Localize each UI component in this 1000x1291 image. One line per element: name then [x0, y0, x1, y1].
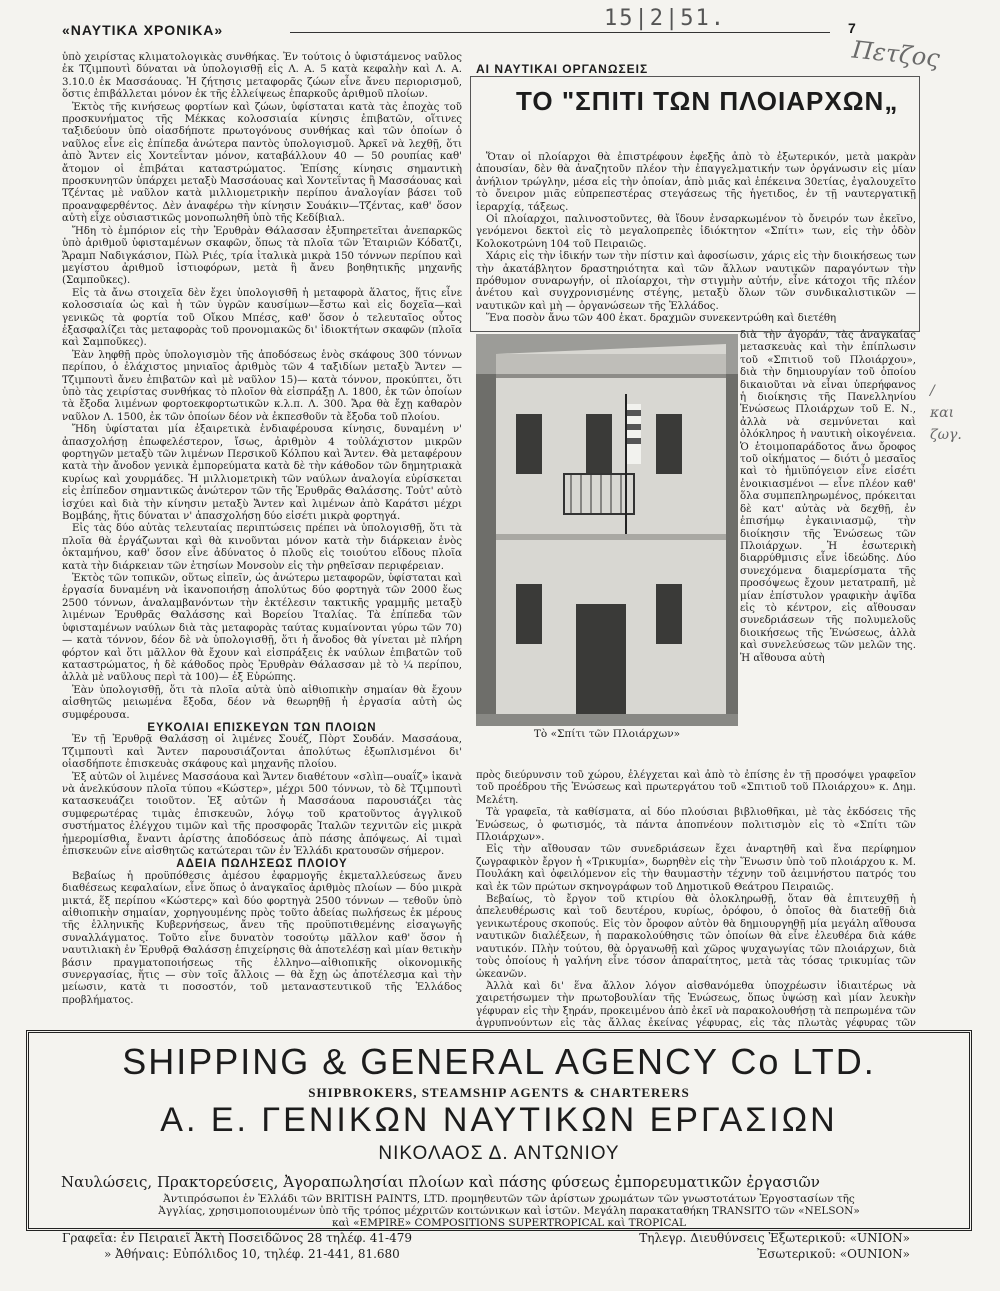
office-athens: » Ἀθήναις: Εὐπόλιδος 10, τηλέφ. 21-441, 81.680 [104, 1247, 400, 1261]
paragraph: Οἱ πλοίαρχοι, παλινοστοῦντες, θὰ ἴδουν ἐνσαρκωμένον τὸ ὄνειρόν των ἐκεῖνο, γενόμενοι δεκτοὶ εἰς τὸ μεγαλοπρεπὲς ἰδιόκτητον «Σπίτι» των, εἰς τὴν ὁδὸν Κολοκοτρώνη 104 τοῦ Πειραιῶς. [476, 214, 916, 250]
paragraph: Ὅταν οἱ πλοίαρχοι θὰ ἐπιστρέφουν ἐφεξῆς ἀπὸ τὸ ἐξωτερικόν, μετὰ μακρὰν ἀπουσίαν, δὲν θὰ ἀναζητοῦν πλέον τὴν ἐπαγγελματικήν των ὀργάνωσιν εἰς μίαν ἀνήλιον τρώγλην, μέσα εἰς τὴν ὁποίαν, ἀπὸ μιᾶς καὶ ἐπέκεινα 30ετίας, ἐγαλουχεῖτο τὸ ὄνειρον μιᾶς εὐπρεπεστέρας στεγάσεως τῆς ἡγετιδος, ἐν τῇ ναυτεργατικῇ ἱεραρχίᾳ, τάξεως. [476, 152, 916, 213]
publication-title: «ΝΑΥΤΙΚΑ ΧΡΟΝΙΚΑ» [62, 22, 224, 38]
margin-slash: / [930, 383, 935, 399]
office-piraeus: Γραφεῖα: ἐν Πειραιεῖ Ἀκτὴ Ποσειδῶνος 28 τηλέφ. 41-479 [62, 1231, 412, 1245]
paragraph: Ἤδη ὑφίσταται μία ἐξαιρετικὰ ἐνδιαφέρουσα κίνησις, δυναμένη ν' ἀπασχολήσῃ ἐπωφελέστερον, ἴσως, ἀριθμὸν 4 τοὐλάχιστον μικρῶν φορτηγῶν μεταξὺ τῶν λιμένων Περσικοῦ Κόλπου καὶ Ἄντεν. Θὰ μεταφέρουν κατὰ τὴν ἄνοδον γενικὰ ἐμπορεύματα κατὰ δὲ τὴν κάθοδον τῶν δημητριακὰ κυρίως καὶ χουρμάδες. Ἡ μιλλιομετρικὴ τῶν ναύλων ἀναλογία εὑρίσκεται εἰς ἐπίπεδον σημαντικῶς ἀνώτερον τῶν τῆς Ἐρυθρᾶς Θαλάσσης. Τοὐτ' αὐτὸ ἰσχύει καὶ διὰ τὴν κίνησιν μεταξὺ Ἄντεν καὶ λιμένων ἀπὸ Καράτσι μέχρι Βομβάης, ἥτις δύναται ν' ἀπασχολήσῃ δύο εἰσέτι μικρὰ φορτηγά. [62, 424, 462, 523]
paragraph: Εἰς τὴν αἴθουσαν τῶν συνεδριάσεων ἔχει ἀναρτηθῆ καὶ ἕνα περίφημον ζωγραφικὸν ἔργον ἡ «Τρικυμία», δωρηθὲν εἰς τὴν Ἕνωσιν ὑπὸ τοῦ πλοιάρχου κ. Μ. Πουλάκη καὶ ὀφειλόμενον εἰς τὴν θαυμαστὴν τέχνην τοῦ ἀειμνήστου πατρός του καὶ ἐκ τῶν πρώτων σκηνογράφων τοῦ Δημοτικοῦ Θεάτρου Πειραιῶς. [476, 844, 916, 893]
building-photo [476, 334, 738, 726]
ad-company-english: SHIPPING & GENERAL AGENCY Co LTD. [122, 1041, 876, 1082]
page-number: 7 [848, 20, 856, 36]
page-header [62, 22, 862, 42]
telegraph-internal: Ἐσωτερικοῦ: «OUNION» [757, 1247, 910, 1261]
paragraph: διὰ τὴν ἀγοράν, τὰς ἀναγκαίας μετασκευὰς καὶ τὴν ἐπίπλωσιν τοῦ «Σπιτιοῦ τοῦ Πλοιάρχου», διὰ τὴν δημιουργίαν τοῦ ὁποίου δικαιοῦται νὰ εἶναι ὑπερήφανος ἡ διοίκησις τῆς Πανελληνίου Ἑνώσεως Πλοιάρχων τοῦ Ε. Ν., ἀλλὰ νὰ σεμνύνεται καὶ ὁλόκληρος ἡ ναυτικὴ οἰκογένεια. Ὁ ἑτοιμοπαράδοτος ἄνω ὄροφος τοῦ οἰκήματος — διότι ὁ μεσαῖος καὶ τὸ ἡμιϋπόγειον εἶνε εἰσέτι ἐνοικιασμένοι — εἶνε πλέον καθ' ὅλα συμπεπληρωμένος, πρόκειται δὲ κατ' αὐτὰς νὰ δεχθῇ, ἐν ἐπισήμῳ ἐγκαινιασμῷ, τὴν διοίκησιν τῆς Ἑνώσεως τῶν Πλοιάρχων. Ἡ ἐσωτερικὴ διαρρύθμισις εἶνε ἰδεώδης. Δύο συνεχόμενα διαμερίσματα τῆς προσόψεως ἔχουν μετατραπῆ, μὲ μίαν ἐπίστυλον γραφικὴν ἁψῖδα εἰς τὸ κέντρον, εἰς αἴθουσαν συνεδριάσεων τῆς πολυμελοῦς διοικήσεως τῆς Ἑνώσεως, ἀλλὰ καὶ συνελεύσεως τῶν μελῶν της. Ἡ αἴθουσα αὐτὴ [740, 330, 916, 664]
shipping-agency-advertisement [26, 1030, 972, 1231]
paragraph: Ἐξ αὐτῶν οἱ λιμένες Μασσάουα καὶ Ἄντεν διαθέτουν «σλὶπ—ουαΐζ» ἱκανὰ νὰ ἀνελκύσουν πλοῖα τύπου «Κώστερ», μέχρι 500 τόννων, τὸ δὲ Τζιμπουτὶ κατασκευάζει τοιοῦτον. Ἐξ αὐτῶν ἡ Μασσάουα παρουσιάζει τὰς συμφερωτέρας τιμὰς ἐπισκευῶν, λόγῳ τοῦ κρατοῦντος ἀγγλικοῦ συστήματος ἐλέγχου τιμῶν καὶ τῆς προσφορᾶς Ἰταλῶν τεχνιτῶν εἰς μικρὰ ἡμερομίσθια, ἔναντι ἀρίστης ἀποδόσεως ἀπὸ πάσης ἀπόψεως. Αἱ τιμαὶ ἐπισκευῶν εἶνε αἰσθητῶς κατώτεραι τῶν ἐν Ἑλλάδι κρατουσῶν σήμερον. [62, 771, 462, 857]
paragraph: Εἰς τὰς δύο αὐτὰς τελευταίας περιπτώσεις πρέπει νὰ ὑπολογισθῇ, ὅτι τὰ πλοῖα θὰ ἐργάζωνται καὶ θὰ κινοῦνται μόνον κατὰ τὴν διάρκειαν ἑνὸς ὀκταμήνου, καθ' ὅσον εἶνε ἀδύνατος ὁ πλοῦς εἰς τοιούτου εἴδους πλοῖα κατὰ τὴν διάρκειαν τῶν ἐτησίων Μονσοὺν εἰς τὴν ρηθεῖσαν περιφέρειαν. [62, 523, 462, 572]
paragraph: ὑπὸ χειρίστας κλιματολογικὰς συνθήκας. Ἐν τούτοις ὁ ὑφιστάμενος ναῦλος ἐκ Τζιμπουτὶ δύναται νὰ ὑπολογισθῇ εἰς Λ. Α. 5 κατὰ κεφαλὴν καὶ Λ. Α. 3.10.0 ἐκ Μασσάουας. Ἡ ζήτησις μεταφορᾶς ζώων εἶνε ἄνευ περιορισμοῦ, ὅστις ἐπιβάλλεται μόνον ἐκ τῆς ἐλλείψεως ἐπαρκοῦς ἀριθμοῦ πλοίων. [62, 52, 462, 101]
section-title: ΑΙ ΝΑΥΤΙΚΑΙ ΟΡΓΑΝΩΣΕΙΣ [476, 62, 649, 76]
handwritten-date: 15|2|51. [604, 6, 726, 31]
left-article-column [62, 52, 462, 1012]
paragraph: Ἀλλὰ καὶ δι' ἕνα ἄλλον λόγον αἰσθανόμεθα ὑποχρέωσιν ἰδιαιτέρως νὰ χαιρετήσωμεν τὴν πρωτοβουλίαν τῆς Ἑνώσεως, ὅπως ὑψώσῃ καὶ μίαν λευκὴν γέφυραν εἰς τὴν ξηράν, προκειμένου ἀπὸ ἐκεῖ νὰ παρακολουθήσῃ τὰ πεπρωμένα τῶν ἀγρυπνούντων εἰς τὰς ἄλλας ἐκείνας γέφυρας, εἰς τὰς πλωτὰς γέφυρας τῶν [476, 980, 916, 1030]
right-article-continued [476, 770, 916, 1030]
building-photo-illustration [476, 334, 738, 726]
margin-marks [930, 380, 970, 446]
paragraph: Ἐὰν ληφθῇ πρὸς ὑπολογισμὸν τῆς ἀποδόσεως ἑνὸς σκάφους 300 τόννων περίπου, ὁ ἐλάχιστος μηνιαῖος ἀριθμὸς τῶν 4 ταξιδίων μεταξὺ Ἄντεν — Τζιμπουτὶ ἄνευ ἐπιβατῶν καὶ μὲ ναῦλον 15)— κατὰ τόννον, προκύπτει, ὅτι ὑπὸ τὰς χειρίστας συνθήκας τὸ πλοῖον θὰ εἰσπράξῃ Λ. 1800, ἐκ τῶν ὁποίων τὰ ἔξοδα λιμένων φορτοεκφορτωτικῶν κ.λ.π. Λ. 300. Ἄρα θὰ ἔχῃ καθαρὸν ναῦλον Λ. 1500, ἐκ τῶν ὁποίων δέον νὰ ἐκπεσθοῦν τὰ ἔξοδα τοῦ πλοίου. [62, 349, 462, 423]
paragraph: Εἰς τὰ ἄνω στοιχεῖα δὲν ἔχει ὑπολογισθῆ ἡ μεταφορὰ ἅλατος, ἥτις εἶνε κολοσσιαία ὡς καὶ ἡ τῶν ὑγρῶν καυσίμων—ἔστω καὶ εἰς δοχεῖα—καὶ γενικῶς τὰ φορτία τοῦ Οἴκου Μπέσς, καθ' ὅσον ὁ τελευταῖος οὗτος ἐξασφαλίζει τὰς μεταφορὰς τοῦ προνομιακῶς δι' ἰδιοκτήτων σκαφῶν (πλοῖα καὶ Σαμποῦκες). [62, 287, 462, 349]
ad-offices [62, 1230, 412, 1262]
subheading-repairs: ΕΥΚΟΛΙΑΙ ΕΠΙΣΚΕΥΩΝ ΤΩΝ ΠΛΟΙΩΝ [147, 721, 377, 734]
paragraph: Ἐν τῇ Ἐρυθρᾷ Θαλάσσῃ οἱ λιμένες Σουέζ, Πὸρτ Σουδάν. Μασσάουα, Τζιμπουτὶ καὶ Ἄντεν παρουσιάζονται ἀπολύτως ἐξωπλισμένοι δι' οἱασδήποτε ἐπισκευὰς σκάφους καὶ μηχανῆς πλοίου. [62, 734, 462, 771]
ad-telegraph [610, 1230, 910, 1262]
photo-caption: Τὸ «Σπίτι τῶν Πλοιάρχων» [533, 728, 681, 740]
paragraph: Ἕνα ποσὸν ἄνω τῶν 400 ἑκατ. δραχμῶν συνεκεντρώθη καὶ διετέθη [486, 313, 837, 325]
paragraph: Τὰ γραφεῖα, τὰ καθίσματα, αἱ δύο πλούσιαι βιβλιοθῆκαι, μὲ τὰς ἐκδόσεις τῆς Ἑνώσεως, ὁ φωτισμός, τὰ πάντα ἀποπνέουν πολιτισμὸν εἰς τὸ «Σπίτι τῶν Πλοιάρχων». [476, 807, 916, 844]
paragraph: Βεβαίως, τὸ ἔργον τοῦ κτιρίου θὰ ὁλοκληρωθῇ, ὅταν θὰ ἐπιτευχθῇ ἡ ἀπελευθέρωσις καὶ τοῦ δευτέρου, κυρίως, ὀρόφου, ὁ ὁποῖος θὰ διατεθῇ διὰ γενικωτέρους σκοπούς. Εἰς τὸν ὄροφον αὐτὸν θὰ δημιουργηθῇ μία μεγάλη αἴθουσα ναυτικῶν διαλέξεων, ἡ παρακολούθησις τῶν ὁποίων θὰ εἶνε ἐλευθέρα διὰ κάθε ναυτικόν. Πλὴν τούτου, θὰ ὀργανωθῇ καὶ χῶρος ψυχαγωγίας τῶν πλοιάρχων, διὰ τοὺς ὁποίους ἡ γαλήνη εἶνε τόσον ἀπαραίτητος, μετὰ τὰς τόσας τρικυμίας τῶν ὠκεανῶν. [476, 894, 916, 980]
paragraph: Χάρις εἰς τὴν ἰδικήν των τὴν πίστιν καὶ ἀφοσίωσιν, χάρις εἰς τὴν διοικήσεως των τὴν ἀκατάβλητον δραστηριότητα καὶ τῶν ἄλλων ναυτικῶν παραγόντων τὴν πρόθυμον συναρωγήν, οἱ πλοίαρχοι, τὴν στιγμὴν αὐτήν, εἶνε κάτοχοι τῆς πλέον ἀνέτου καὶ συγχρονισμένης στέγης, μεταξὺ ὅλων τῶν συνδικαλιστικῶν — ναυτικῶν καὶ μὴ — ὀργανώσεων τῆς Ἑλλάδος. [476, 251, 916, 312]
paragraph: πρὸς διεύρυνσιν τοῦ χώρου, ἐλέγχεται καὶ ἀπὸ τὸ ἐπίσης ἐν τῇ προσόψει γραφεῖον τοῦ προέδρου τῆς Ἑνώσεως καὶ πρωτεργάτου τοῦ «Σπιτιοῦ τοῦ Πλοιάρχου» κ. Δημ. Μελέτη. [476, 770, 916, 806]
paragraph: Ἐκτὸς τῶν τοπικῶν, οὕτως εἰπεῖν, ὡς ἀνώτερω μεταφορῶν, ὑφίσταται καὶ ἐργασία δυναμένη νὰ ἱκανοποιήσῃ ἀπολύτως δύο φορτηγὰ τῶν 2000 ἕως 2500 τόννων, ἀναλαμβανόντων τὴν ἐκτέλεσιν τακτικῆς γραμμῆς μεταξὺ λιμένων Ἐρυθρᾶς Θαλάσσης καὶ Βορείου Ἰταλίας. Τὰ ἐπίπεδα τῶν ὑφισταμένων ναύλων διὰ τὰς μεταφορὰς ταύτας κυμαίνονται γύρω τῶν 70)— κατὰ τόννον, δέον δὲ νὰ ὑπολογισθῇ, ὅτι ἡ ἄνοδος θὰ γίνεται μὲ πλήρη φόρτον καὶ ὅτι μᾶλλον θὰ ἔχουν καὶ εἰσπράξεις ἐκ ναύλων ἐπιβατῶν τοῦ καταστρώματος, ἡ δὲ κάθοδος πρὸς Ἐρυθρὰν Θάλασσαν μὲ τὸ ¼ περίπου, ἀλλὰ μὲ ναῦλους περὶ τὰ 100)— ἐξ Εὐρώπης. [62, 573, 462, 684]
handwritten-note: Πετζος [850, 35, 942, 73]
ad-representation: Ἀντιπρόσωποι ἐν Ἑλλάδι τῶν BRITISH PAINTS, LTD. προμηθευτῶν τῶν ἀρίστων χρωμάτων τῶν γνωστοτάτων Ἐργοστασίων τῆς Ἀγγλίας, χρησιμοποιουμένων ὑπὸ τῆς τρόπος μέχριτῶν κοιτώνικων καὶ ἰστῶν. Μεγάλη παρακαταθήκη TRANSITO τῶν «NELSON» καὶ «EMPIRE» COMPOSITIONS SUPERTROPICAL καὶ TROPICAL [158, 1193, 860, 1229]
margin-mark: και [930, 405, 955, 421]
paragraph: Βεβαίως ἡ προϋπόθεσις ἀμέσου ἐφαρμογῆς ἐκμεταλλεύσεως ἄνευ διαθέσεως κεφαλαίων, εἶνε ὅπως ὁ ἀναγκαῖος ἀριθμὸς πλοίων — δύο μικρὰ μικτά, ἕξ περίπου «Κώστερς» καὶ δύο φορτηγὰ 2500 τόννων — τεθοῦν ὑπὸ αἰθιοπικὴν σημαίαν, χορηγουμένης πρὸς τοῦτο ἀδείας πωλήσεως ἐκ μέρους τῆς ἑλληνικῆς Κυβερνήσεως, ἄνευ τῆς προϋποτιθεμένης εἰσαγωγῆς συναλλάγματος. Τοῦτο εἶνε δυνατὸν τοσούτῳ μᾶλλον καθ' ὅσον ἡ ναυτιλιακὴ ἐν Ἐρυθρᾷ Θαλάσσῃ ἐπιχείρησις θὰ ἀποτελέσῃ καὶ μίαν θετικὴν βάσιν πραγματοποιήσεως τῆς ἑλληνο—αἰθιοπικῆς οἰκονομικῆς συνεργασίας, ἥτις — σὺν τοῖς ἄλλοις — θὰ ἔχῃ ὡς ἀποτέλεσμα καὶ τὴν μείωσιν, κατὰ τι ποσοστόν, τοῦ μεταναστευτικοῦ τῆς Ἑλλάδος προβλήματος. [62, 870, 462, 1006]
ad-owner-name: ΝΙΚΟΛΑΟΣ Δ. ΑΝΤΩΝΙΟΥ [378, 1143, 620, 1164]
right-article-side [740, 330, 916, 770]
ad-services: Ναυλώσεις, Πρακτορεύσεις, Ἀγοραπωλησίαι πλοίων καὶ πάσης φύσεως ἐμπορευματικῶν ἐργασιῶν [61, 1173, 820, 1191]
paragraph: Ἐὰν ὑπολογισθῇ, ὅτι τὰ πλοῖα αὐτὰ ὑπὸ αἰθιοπικὴν σημαίαν θὰ ἔχουν αἰσθητῶς μειωμένα ἔξοδα, δέον νὰ θεωρηθῇ ἡ ἐργασία αὐτὴ ὡς συμφέρουσα. [62, 684, 462, 721]
header-rule [290, 32, 830, 33]
subheading-sale-permit: ΑΔΕΙΑ ΠΩΛΗΣΕΩΣ ΠΛΟΙΟΥ [176, 858, 348, 871]
right-article-intro [476, 152, 916, 330]
paragraph: Ἤδη τὸ ἐμπόριον εἰς τὴν Ἐρυθρὰν Θάλασσαν ἐξυπηρετεῖται ἀνεπαρκῶς ὑπὸ ἀριθμοῦ ὑφισταμένων σκαφῶν, ὅπως τὰ πλοῖα τῶν Ἑταιριῶν Κόδατζι, Ἄραμπ Ναδιγκάσιον, Πὼλ Ριές, τρία ἰταλικὰ μικρὰ 150 τόννων περίπου καὶ μεγίστου ἀριθμοῦ ἱστιοφόρων, μετὰ ἢ ἄνευ βοηθητικῆς μηχανῆς (Σαμποῦκες). [62, 225, 462, 287]
margin-mark-2: ζωγ. [930, 427, 962, 443]
paragraph: Ἐκτὸς τῆς κινήσεως φορτίων καὶ ζώων, ὑφίσταται κατὰ τὰς ἐποχὰς τοῦ προσκυνήματος τῆς Μέκκας κολοσσιαία κίνησις ἐπιβατῶν, οἵτινες ταξιδεύουν ὑπὸ οἱασδήποτε πρωτογόνους συνθήκας καὶ τῶν ὁποίων ὁ ναῦλος εἶνε εἰς ἐπίπεδα ἀνώτερα παντὸς ὑπολογισμοῦ. Ἀρκεῖ νὰ λεχθῇ, ὅτι ἀπὸ Ἄντεν εἰς Χοντεΐνταν μόνον, καταβάλλουν 40 — 50 ρουπίας καθ' ἄτομον οἱ ἐπιβάται καταστρώματος. Ἐπίσης κίνησις σημαντικὴ προσκυνητῶν ὑπάρχει μεταξὺ Μασσάουας καὶ Χοντεΐντας ἢ Μασσάουας καὶ Τζέντας μὲ ναῦλον κατὰ μιλλιομετρικὴν περίπου ἀναλογίαν βάσει τοῦ προαναφερθέντος. Δὲν ἀναφέρω τὴν κίνησιν Σουάκιν—Τζέντας, καθ' ὅσον αὐτὴ εἶχε οὐσιαστικῶς μονοπωληθῆ ὑπὸ τῆς Κεδίβιαλ. [62, 101, 462, 225]
article-headline: ΤΟ "ΣΠΙΤΙ ΤΩΝ ΠΛΟΙΑΡΧΩΝ„ [516, 86, 899, 116]
ad-tagline: SHIPBROKERS, STEAMSHIP AGENTS & CHARTERERS [308, 1085, 690, 1100]
telegraph-external: Τηλεγρ. Διευθύνσεις Ἐξωτερικοῦ: «UNION» [639, 1231, 910, 1245]
ad-company-greek: Α. Ε. ΓΕΝΙΚΩΝ ΝΑΥΤΙΚΩΝ ΕΡΓΑΣΙΩΝ [160, 1101, 838, 1139]
